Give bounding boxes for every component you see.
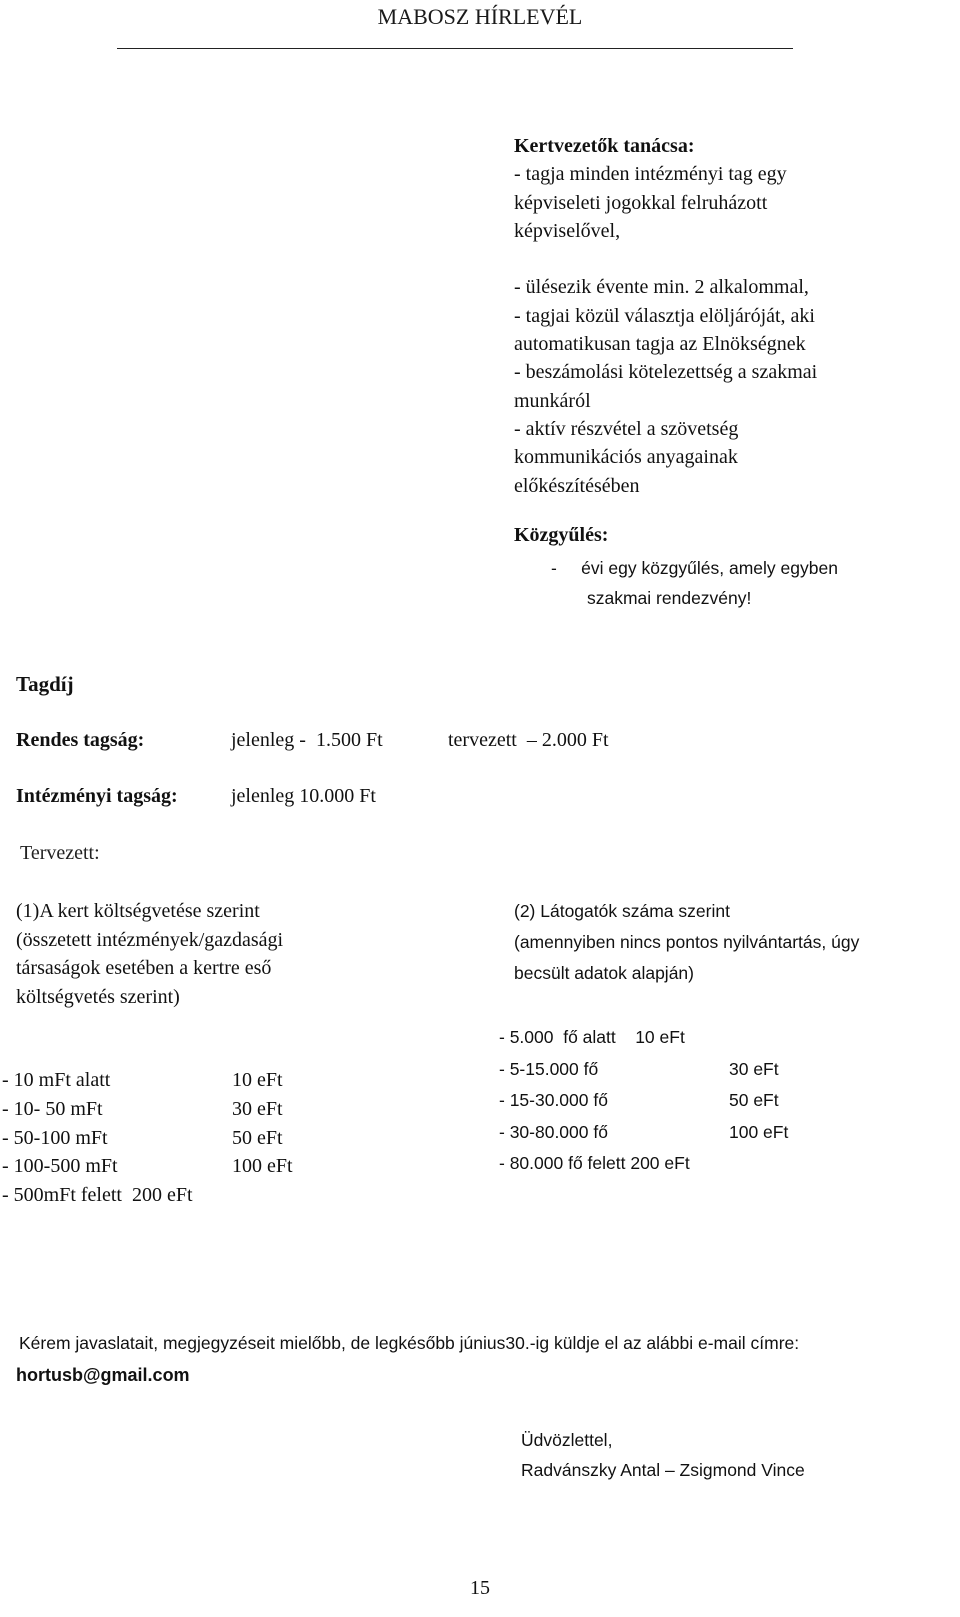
kertvezetok-line: kommunikációs anyagainak [514, 446, 738, 469]
tier-range: - 30-80.000 fő [499, 1121, 608, 1142]
tier-fee: 30 eFt [232, 1097, 283, 1120]
tervezett-label: Tervezett: [20, 842, 100, 864]
list-item [2, 1095, 283, 1124]
kozgyules-heading: Közgyűlés: [514, 524, 609, 546]
kertvezetok-line: képviselővel, [514, 219, 621, 242]
kertvezetok-line: - tagja minden intézményi tag egy [514, 163, 787, 186]
greeting: Üdvözlettel, [521, 1430, 613, 1450]
kertvezetok-heading: Kertvezetők tanácsa: [514, 135, 695, 157]
list-item [499, 1117, 789, 1149]
kertvezetok-line: előkészítésében [514, 474, 640, 497]
budget-tier-list [2, 1066, 293, 1210]
visitor-line: (amennyiben nincs pontos nyilvántartás, úgy [514, 932, 860, 952]
rendes-tagsag-label: Rendes tagság: [16, 729, 145, 751]
kertvezetok-section [514, 132, 817, 500]
visitor-line: (2) Látogatók száma szerint [514, 901, 730, 921]
signature: Radvánszky Antal – Zsigmond Vince [521, 1460, 805, 1480]
visitor-tier-list [499, 1022, 789, 1180]
kozgyules-body [551, 553, 838, 613]
page-number: 15 [470, 1577, 490, 1599]
rendes-tagsag-current: jelenleg - 1.500 Ft [231, 729, 383, 751]
kertvezetok-line: - beszámolási kötelezettség a szakmai [514, 361, 818, 384]
tier-range: - 5.000 fő alatt 10 eFt [499, 1027, 685, 1047]
kertvezetok-line: munkáról [514, 389, 591, 412]
tier-range: - 80.000 fő felett 200 eFt [499, 1153, 690, 1173]
tier-fee: 30 eFt [729, 1058, 779, 1079]
visitor-criteria [514, 896, 859, 989]
budget-line: (összetett intézmények/gazdasági [16, 928, 284, 951]
budget-line: (1)A kert költségvetése szerint [16, 900, 260, 922]
kertvezetok-line: - ülésezik évente min. 2 alkalommal, [514, 276, 809, 299]
budget-criteria [16, 897, 283, 1012]
visitor-line: becsült adatok alapján) [514, 963, 694, 983]
kertvezetok-line: - tagjai közül választja elöljáróját, aki [514, 304, 815, 327]
kozgyules-line: - évi egy közgyűlés, amely egyben [551, 558, 838, 578]
budget-line: költségvetés szerint) [16, 986, 180, 1009]
intezmenyi-tagsag-label: Intézményi tagság: [16, 785, 178, 807]
tier-range: - 50-100 mFt [2, 1126, 108, 1149]
kertvezetok-line: - aktív részvétel a szövetség [514, 417, 739, 440]
list-item [2, 1181, 193, 1210]
rendes-tagsag-planned: tervezett – 2.000 Ft [448, 729, 609, 751]
kozgyules-line: szakmai rendezvény! [587, 588, 752, 608]
kertvezetok-line: automatikusan tagja az Elnökségnek [514, 333, 806, 356]
contact-email[interactable]: hortusb@gmail.com [16, 1365, 190, 1385]
tier-range: - 10- 50 mFt [2, 1097, 103, 1120]
tagdij-heading: Tagdíj [16, 672, 74, 696]
kertvezetok-line [514, 245, 817, 273]
kertvezetok-line: képviseleti jogokkal felruházott [514, 191, 768, 214]
tier-fee: 100 eFt [232, 1155, 293, 1178]
header-divider [117, 48, 793, 49]
tier-range: - 10 mFt alatt [2, 1069, 111, 1091]
feedback-request: Kérem javaslatait, megjegyzéseit mielőbb, de legkésőbb június30.-ig küldje el az alábbi e-mail címre: [19, 1333, 800, 1353]
list-item [499, 1085, 779, 1117]
tier-fee: 50 eFt [729, 1090, 779, 1110]
list-item [499, 1148, 690, 1180]
tier-range: - 15-30.000 fő [499, 1090, 608, 1110]
tier-fee: 10 eFt [232, 1069, 283, 1091]
list-item [2, 1124, 283, 1153]
tier-fee: 100 eFt [729, 1121, 789, 1142]
tier-range: - 100-500 mFt [2, 1155, 118, 1178]
newsletter-title: MABOSZ HÍRLEVÉL [377, 4, 583, 29]
tier-fee: 50 eFt [232, 1126, 283, 1149]
list-item [2, 1066, 283, 1095]
intezmenyi-tagsag-current: jelenleg 10.000 Ft [231, 785, 376, 807]
list-item [2, 1152, 293, 1181]
list-item [499, 1054, 779, 1086]
budget-line: társaságok esetében a kertre eső [16, 957, 272, 980]
list-item [499, 1022, 690, 1054]
tier-range: - 500mFt felett 200 eFt [2, 1184, 193, 1207]
tier-range: - 5-15.000 fő [499, 1058, 599, 1079]
